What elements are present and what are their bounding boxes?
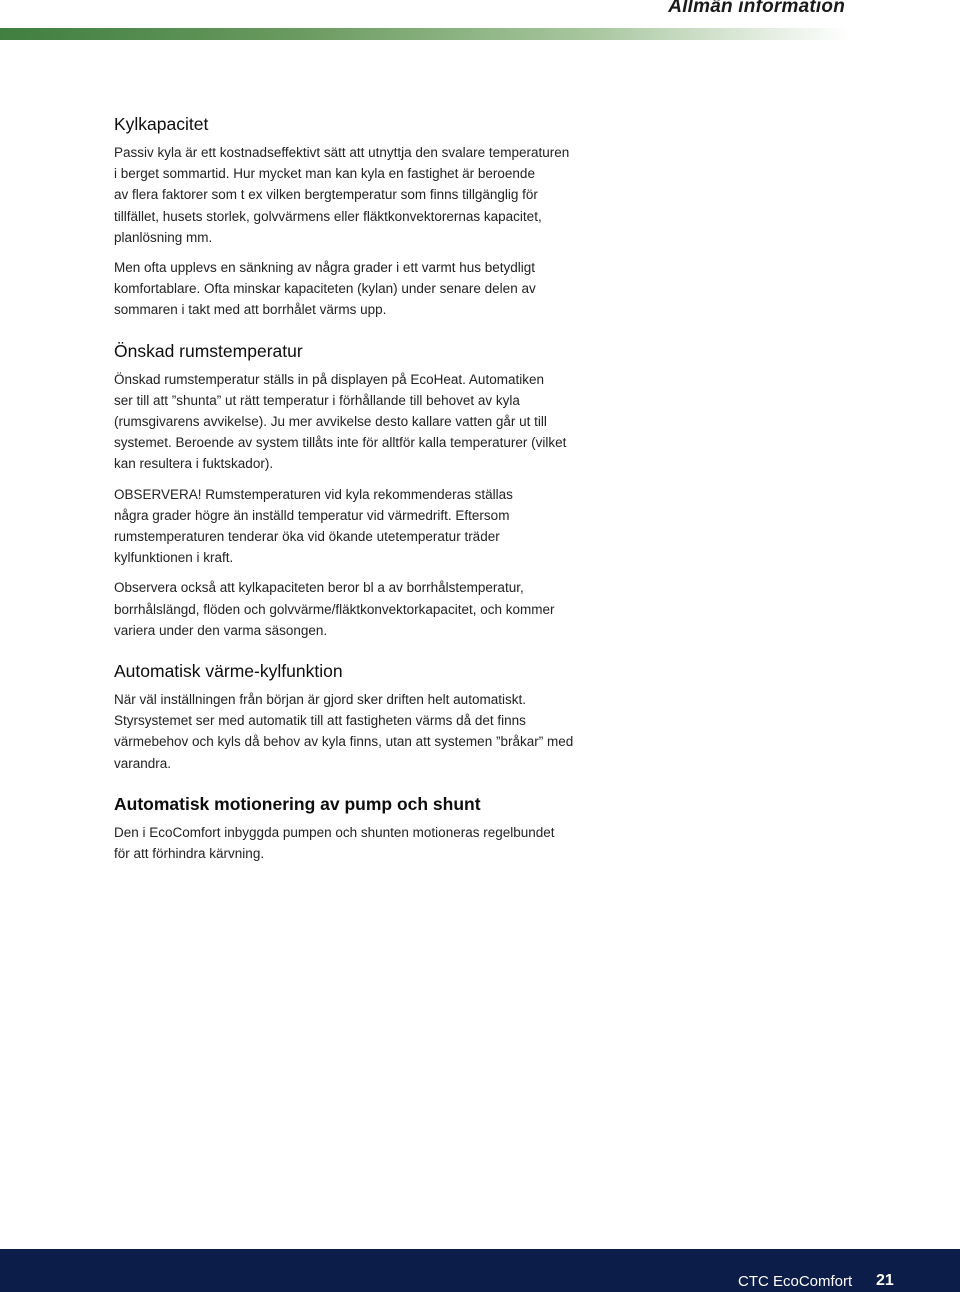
main-content: [114, 112, 604, 873]
section-heading: Önskad rumstemperatur: [114, 340, 303, 361]
paragraph: OBSERVERA! Rumstemperaturen vid kyla rekommenderas ställas några grader högre än inställd temperatur vid värmedrift. Eftersom rumstemperaturen tenderar öka vid ökande utetemperatur träder kylfunktionen i kraft.: [114, 486, 513, 566]
footer-product-name: CTC EcoComfort: [738, 1273, 853, 1290]
section-heading: Kylkapacitet: [114, 114, 209, 134]
section-automatisk-motionering: [114, 792, 604, 864]
page-number: 21: [876, 1272, 894, 1289]
section-heading: Automatisk motionering av pump och shunt: [114, 793, 481, 814]
header-title: Allmän information: [668, 0, 845, 17]
paragraph: Passiv kyla är ett kostnadseffektivt sätt att utnyttja den svalare temperaturen i berget sommartid. Hur mycket man kan kyla en fastighet är beroende av flera faktorer som t ex vilken bergtemperatur som finns tillgänglig för tillfället, husets storlek, golvvärmens eller fläktkonvektorernas kapacitet, planlösning mm.: [114, 145, 570, 245]
section-heading: Automatisk värme-kylfunktion: [114, 661, 343, 682]
section-kylkapacitet: [114, 112, 604, 321]
paragraph: När väl inställningen från början är gjord sker driften helt automatiskt. Styrsystemet ser med automatik till att fastigheten värms då det finns värmebehov och kyls då behov av kyla finns, utan att systemen ”bråkar” med varandra.: [114, 692, 574, 771]
paragraph: Men ofta upplevs en sänkning av några grader i ett varmt hus betydligt komfortablare. Ofta minskar kapaciteten (kylan) under senare delen av sommaren i takt med att borrhålet värms upp.: [114, 260, 536, 318]
paragraph: Observera också att kylkapaciteten beror bl a av borrhålstemperatur, borrhålslängd, flöden och golvvärme/fläktkonvektorkapacitet, och kommer variera under den varma säsongen.: [114, 580, 555, 638]
header-gradient-bar: [0, 28, 850, 40]
paragraph: Den i EcoComfort inbyggda pumpen och shunten motioneras regelbundet för att förhindra kärvning.: [114, 824, 555, 862]
section-automatisk-varme-kylfunktion: [114, 659, 604, 774]
section-onskad-rumstemperatur: [114, 339, 604, 641]
paragraph: Önskad rumstemperatur ställs in på displayen på EcoHeat. Automatiken ser till att ”shunta” ut rätt temperatur i förhållande till behovet av kyla (rumsgivarens avvikelse). Ju mer avvikelse desto kallare vatten går ut till systemet. Beroende av system tillåts inte för alltför kalla temperaturer (vilket kan resultera i fuktskador).: [114, 371, 567, 472]
